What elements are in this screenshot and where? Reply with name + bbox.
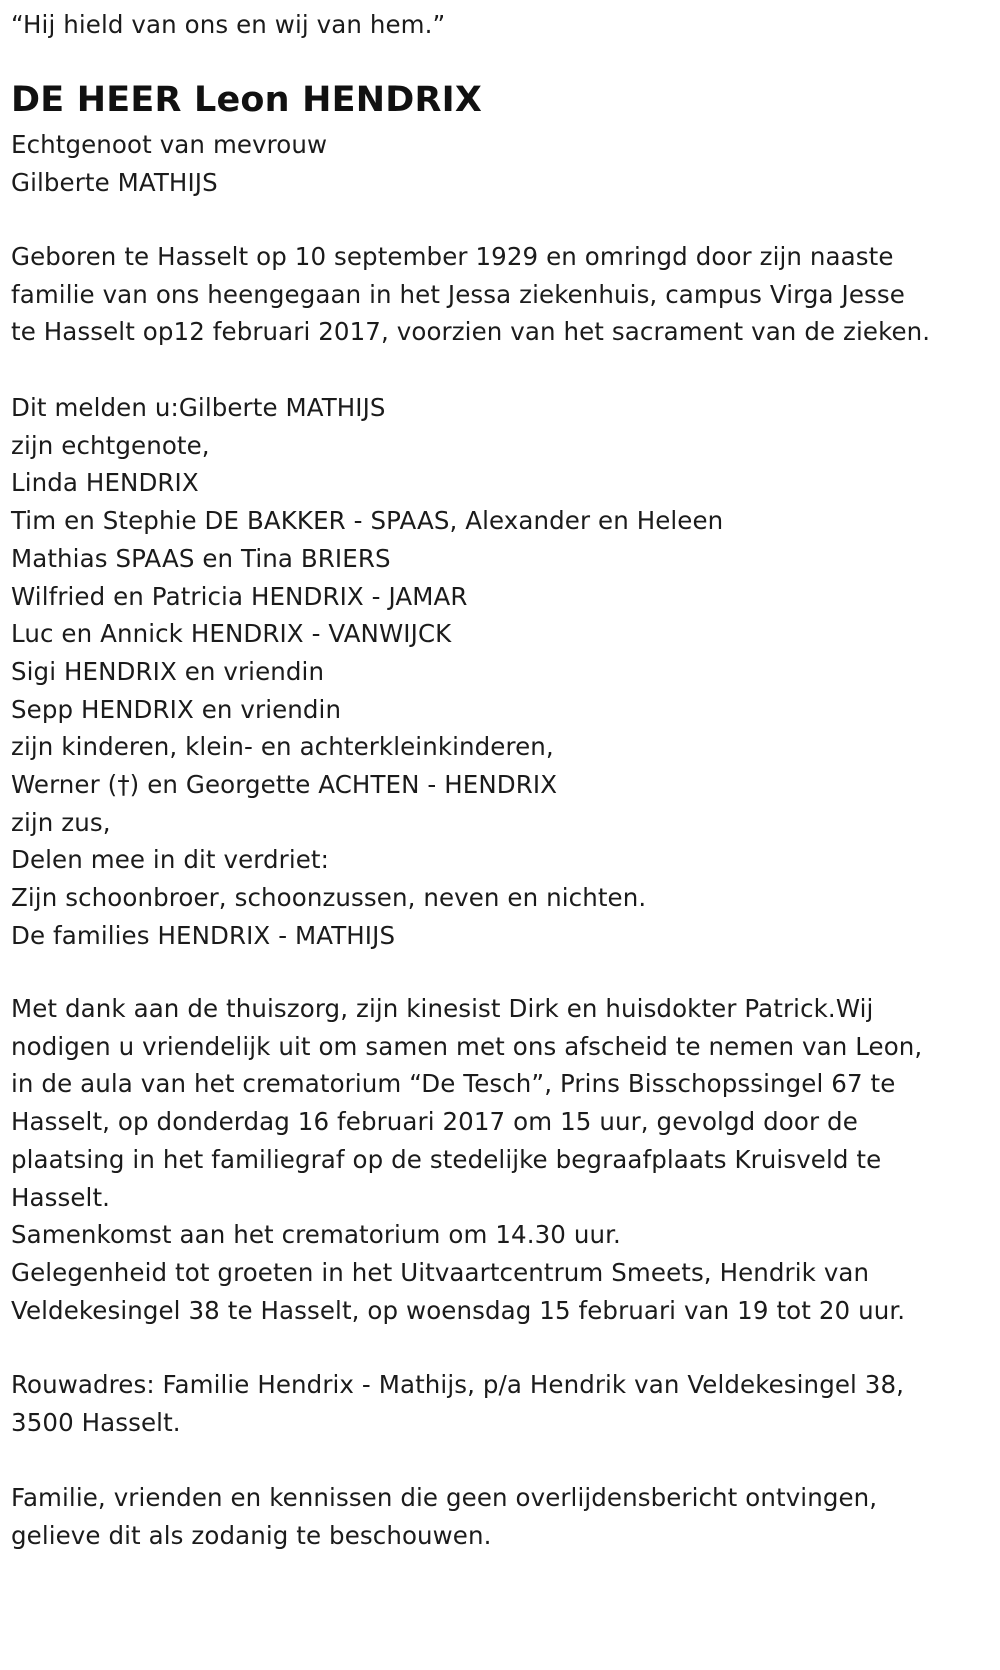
family-line: zijn kinderen, klein- en achterkleinkinderen,: [11, 732, 554, 762]
closing-note: [11, 1479, 877, 1554]
address-line: 3500 Hasselt.: [11, 1407, 181, 1437]
closing-line: Familie, vrienden en kennissen die geen overlijdensbericht ontvingen,: [11, 1483, 878, 1512]
family-line: Linda HENDRIX: [11, 468, 199, 498]
funeral-details-paragraph: [11, 990, 922, 1329]
paragraph-line: Hasselt.: [11, 1182, 111, 1212]
family-line: Sigi HENDRIX en vriendin: [11, 656, 325, 686]
deceased-name-heading: DE HEER Leon HENDRIX: [11, 80, 483, 120]
spouse-line: Echtgenoot van mevrouw: [11, 130, 328, 159]
paragraph-line: Hasselt, op donderdag 16 februari 2017 om 15 uur, gevolgd door de: [11, 1107, 858, 1137]
paragraph-line: Gelegenheid tot groeten in het Uitvaartcentrum Smeets, Hendrik van: [11, 1257, 870, 1287]
family-line: Zijn schoonbroer, schoonzussen, neven en nichten.: [11, 883, 647, 913]
family-announcement-list: [11, 389, 723, 955]
paragraph-line: Geboren te Hasselt op 10 september 1929 en omringd door zijn naaste: [11, 242, 894, 271]
family-line: Delen mee in dit verdriet:: [11, 845, 329, 875]
memorial-quote: “Hij hield van ons en wij van hem.”: [11, 10, 446, 39]
spouse-section: [11, 126, 327, 201]
family-line: Tim en Stephie DE BAKKER - SPAAS, Alexander en Heleen: [11, 506, 724, 536]
spouse-line: Gilberte MATHIJS: [11, 167, 218, 197]
paragraph-line: in de aula van het crematorium “De Tesch”, Prins Bisschopssingel 67 te: [11, 1069, 896, 1099]
paragraph-line: Veldekesingel 38 te Hasselt, op woensdag 15 februari van 19 tot 20 uur.: [11, 1295, 906, 1325]
paragraph-line: te Hasselt op12 februari 2017, voorzien van het sacrament van de zieken.: [11, 317, 931, 347]
paragraph-line: plaatsing in het familiegraf op de stedelijke begraafplaats Kruisveld te: [11, 1144, 882, 1174]
family-line: Luc en Annick HENDRIX - VANWIJCK: [11, 619, 452, 649]
family-line: zijn zus,: [11, 807, 111, 837]
closing-line: gelieve dit als zodanig te beschouwen.: [11, 1520, 492, 1550]
family-line: De families HENDRIX - MATHIJS: [11, 920, 396, 950]
family-line: zijn echtgenote,: [11, 430, 210, 460]
paragraph-line: Met dank aan de thuiszorg, zijn kinesist Dirk en huisdokter Patrick.Wij: [11, 994, 874, 1023]
family-line: Mathias SPAAS en Tina BRIERS: [11, 543, 391, 573]
family-line: Wilfried en Patricia HENDRIX - JAMAR: [11, 581, 468, 611]
mourning-address: [11, 1366, 904, 1441]
address-line: Rouwadres: Familie Hendrix - Mathijs, p/a Hendrik van Veldekesingel 38,: [11, 1370, 905, 1399]
paragraph-line: familie van ons heengegaan in het Jessa ziekenhuis, campus Virga Jesse: [11, 279, 905, 309]
paragraph-line: nodigen u vriendelijk uit om samen met ons afscheid te nemen van Leon,: [11, 1031, 923, 1061]
paragraph-line: Samenkomst aan het crematorium om 14.30 uur.: [11, 1220, 621, 1250]
birth-death-paragraph: [11, 238, 930, 351]
family-line: Dit melden u:Gilberte MATHIJS: [11, 393, 386, 422]
family-line: Werner (†) en Georgette ACHTEN - HENDRIX: [11, 770, 558, 800]
family-line: Sepp HENDRIX en vriendin: [11, 694, 342, 724]
